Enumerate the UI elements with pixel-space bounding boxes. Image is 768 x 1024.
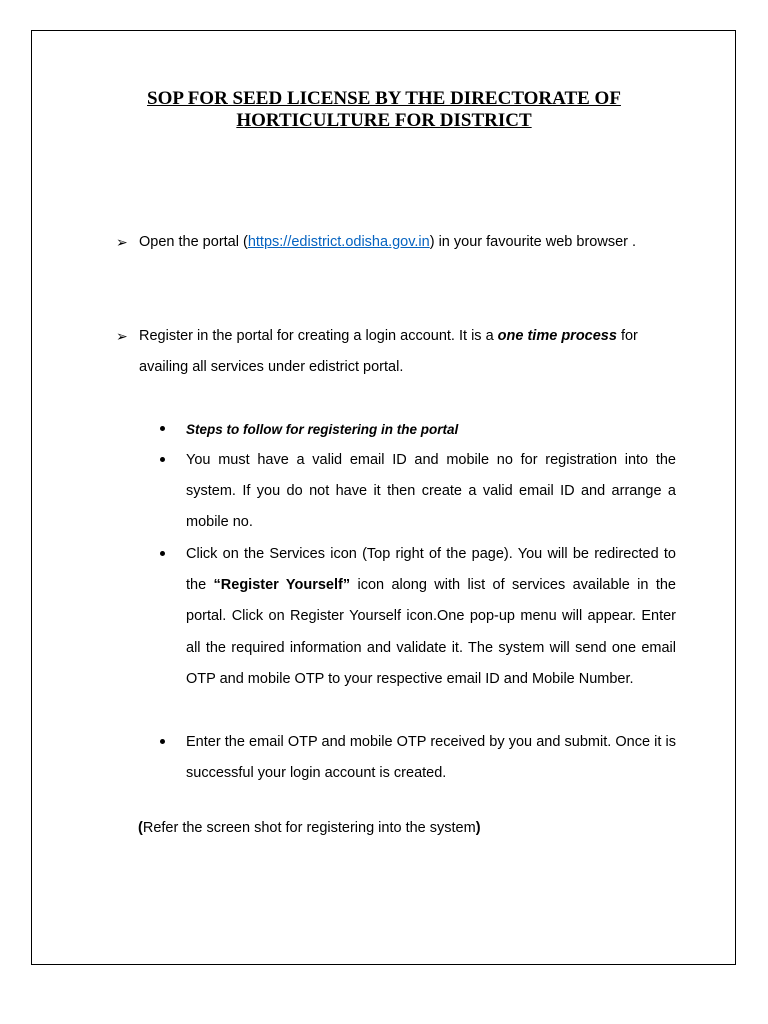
open-portal-text: Open the portal ( xyxy=(139,234,248,250)
bullet-valid-email xyxy=(160,445,676,539)
register-text: Register in the portal for creating a login account. It is a xyxy=(139,328,498,344)
arrow-item-open-portal xyxy=(116,227,676,291)
bullet-text: Enter the email OTP and mobile OTP received by you and submit. Once it is successful your login account is created. xyxy=(186,734,676,782)
arrow-item-text xyxy=(139,321,679,383)
bullet-dot-icon xyxy=(160,739,165,744)
arrow-bullet-icon: ➢ xyxy=(116,328,128,344)
services-text-end: icon along with list of services available in the portal. Click on Register Yourself icon.One pop-up menu will appear. Enter all the required information and validate it. The system will send one email OTP and mobile OTP to your respective email ID and Mobile Number. xyxy=(186,577,676,687)
services-text: Click on the Services icon (Top right of the page). You will be redirected to the xyxy=(186,546,676,594)
title-line-2: HORTICULTURE FOR DISTRICT xyxy=(236,110,532,131)
register-text-end: for availing all services under edistrict portal. xyxy=(139,328,638,375)
bullet-dot-icon xyxy=(160,457,165,462)
title-line-1: SOP FOR SEED LICENSE BY THE DIRECTORATE OF xyxy=(147,88,621,109)
bullet-steps-heading xyxy=(160,414,676,445)
open-portal-text-end: ) in your favourite web browser . xyxy=(429,234,637,250)
open-paren: ( xyxy=(138,820,143,836)
bullet-dot-icon xyxy=(160,551,165,556)
arrow-bullet-icon: ➢ xyxy=(116,234,128,250)
bullet-enter-otp xyxy=(160,727,676,791)
bullet-text xyxy=(186,539,676,695)
steps-heading: Steps to follow for registering in the portal xyxy=(186,422,459,437)
portal-link[interactable]: https://edistrict.odisha.gov.in xyxy=(247,234,430,250)
bullet-dot-icon xyxy=(160,426,165,431)
screenshot-note xyxy=(138,815,481,841)
one-time-process-emphasis: one time process xyxy=(497,328,617,344)
close-paren: ) xyxy=(475,820,481,836)
register-yourself-emphasis: “Register Yourself” xyxy=(213,577,351,594)
arrow-item-register xyxy=(116,321,676,385)
bullet-services-icon xyxy=(160,539,676,727)
bullet-text: You must have a valid email ID and mobile no for registration into the system. If you do not have it then create a valid email ID and arrange a mobile no. xyxy=(186,452,676,531)
arrow-item-text xyxy=(139,227,679,258)
note-text: Refer the screen shot for registering into the system xyxy=(142,820,476,836)
document-title xyxy=(60,88,708,132)
